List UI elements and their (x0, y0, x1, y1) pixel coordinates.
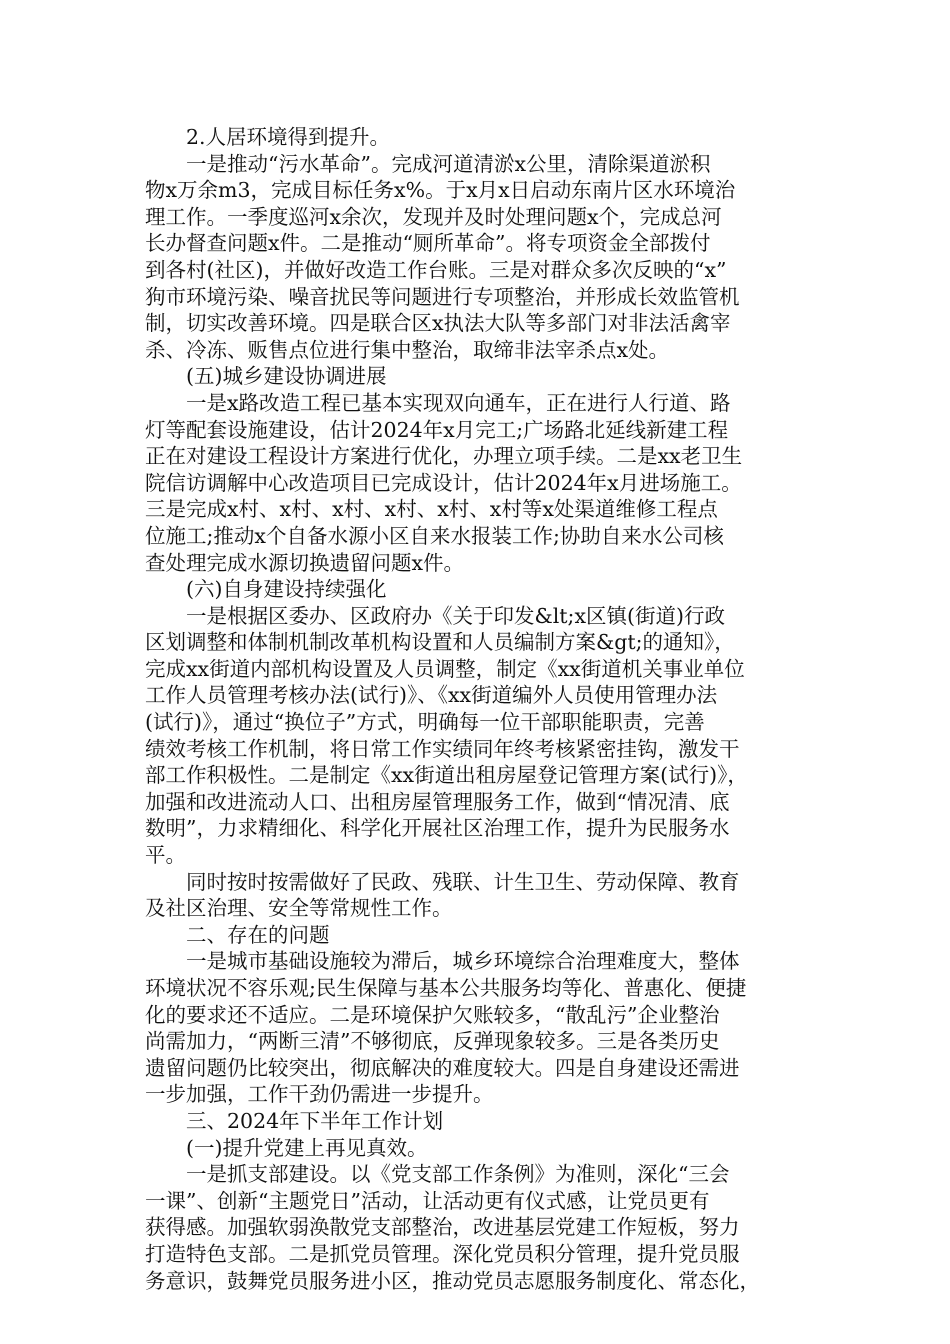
section-heading: (一)提升党建上再见真效。 (145, 1135, 428, 1160)
text-line: 获得感。加强软弱涣散党支部整治，改进基层党建工作短板，努力 (145, 1215, 740, 1240)
text-line: 环境状况不容乐观;民生保障与基本公共服务均等化、普惠化、便捷 (145, 976, 747, 1000)
text-line: 遗留问题仍比较突出，彻底解决的难度较大。四是自身建设还需进 (145, 1055, 740, 1080)
text-line: 平。 (145, 843, 186, 868)
text-line: 数明”，力求精细化、科学化开展社区治理工作，提升为民服务水 (145, 816, 730, 841)
text-line: 尚需加力，“两断三清”不够彻底，反弹现象较多。三是各类历史 (145, 1029, 720, 1054)
text-line: 打造特色支部。二是抓党员管理。深化党员积分管理，提升党员服 (145, 1241, 740, 1266)
text-line: 理工作。一季度巡河x余次，发现并及时处理问题x个，完成总河 (145, 204, 722, 229)
text-line: 绩效考核工作机制，将日常工作实绩同年终考核紧密挂钩，激发干 (145, 736, 740, 761)
text-line: 同时按时按需做好了民政、残联、计生卫生、劳动保障、教育 (145, 869, 740, 894)
text-line: 长办督查问题x件。二是推动“厕所革命”。将专项资金全部拨付 (145, 231, 711, 256)
text-line: 部工作积极性。二是制定《xx街道出租房屋登记管理方案(试行)》， (145, 763, 748, 788)
text-line: 狗市环境污染、噪音扰民等问题进行专项整治，并形成长效监管机 (145, 284, 740, 309)
text-line: 一是推动“污水革命”。完成河道清淤x公里，清除渠道淤积 (145, 151, 711, 176)
document-page (145, 124, 821, 1294)
text-line: 工作人员管理考核办法(试行)》、《xx街道编外人员使用管理办法 (145, 683, 718, 708)
text-line: 一步加强，工作干劲仍需进一步提升。 (145, 1082, 494, 1107)
section-heading: (五)城乡建设协调进展 (145, 364, 387, 389)
text-line: 灯等配套设施建设，估计2024年x月完工;广场路北延线新建工程 (145, 417, 729, 442)
text-line: 区划调整和体制机制改革机构设置和人员编制方案&gt;的通知》， (145, 630, 735, 655)
text-line: 一是抓支部建设。以《党支部工作条例》为准则，深化“三会 (145, 1162, 730, 1187)
text-line: 及社区治理、安全等常规性工作。 (145, 896, 453, 921)
text-line: 物x万余m3，完成目标任务x%。于x月x日启动东南片区水环境治 (145, 178, 736, 203)
section-heading: 三、2024年下半年工作计划 (145, 1108, 444, 1133)
text-line: 化的要求还不适应。二是环境保护欠账较多，“散乱污”企业整治 (145, 1002, 720, 1027)
text-line: 2.人居环境得到提升。 (145, 125, 391, 149)
text-line: 完成xx街道内部机构设置及人员调整，制定《xx街道机关事业单位 (145, 656, 745, 681)
section-heading: 二、存在的问题 (145, 922, 330, 947)
text-line: 杀、冷冻、贩售点位进行集中整治，取缔非法宰杀点x处。 (145, 337, 670, 362)
text-line: 查处理完成水源切换遗留问题x件。 (145, 550, 465, 575)
text-line: 三是完成x村、x村、x村、x村、x村、x村等x处渠道维修工程点 (145, 497, 718, 522)
text-line: 到各村(社区)，并做好改造工作台账。三是对群众多次反映的“x” (145, 257, 727, 282)
text-line: 正在对建设工程设计方案进行优化，办理立项手续。二是xx老卫生 (145, 444, 743, 469)
text-line: 位施工;推动x个自备水源小区自来水报装工作;协助自来水公司核 (145, 523, 724, 548)
text-line: 加强和改进流动人口、出租房屋管理服务工作，做到“情况清、底 (145, 789, 730, 814)
text-line: 一是根据区委办、区政府办《关于印发&lt;x区镇(街道)行政 (145, 603, 726, 628)
text-line: (试行)》，通过“换位子”方式，明确每一位干部职能职责，完善 (145, 710, 705, 735)
text-line: 一课”、创新“主题党日”活动，让活动更有仪式感，让党员更有 (145, 1188, 710, 1213)
text-line: 务意识，鼓舞党员服务进小区，推动党员志愿服务制度化、常态化， (145, 1268, 760, 1293)
text-line: 一是x路改造工程已基本实现双向通车，正在进行人行道、路 (145, 390, 731, 415)
text-line: 一是城市基础设施较为滞后，城乡环境综合治理难度大，整体 (145, 949, 740, 974)
text-line: 院信访调解中心改造项目已完成设计，估计2024年x月进场施工。 (145, 470, 742, 495)
section-heading: (六)自身建设持续强化 (145, 577, 387, 602)
text-line: 制，切实改善环境。四是联合区x执法大队等多部门对非法活禽宰 (145, 311, 731, 336)
